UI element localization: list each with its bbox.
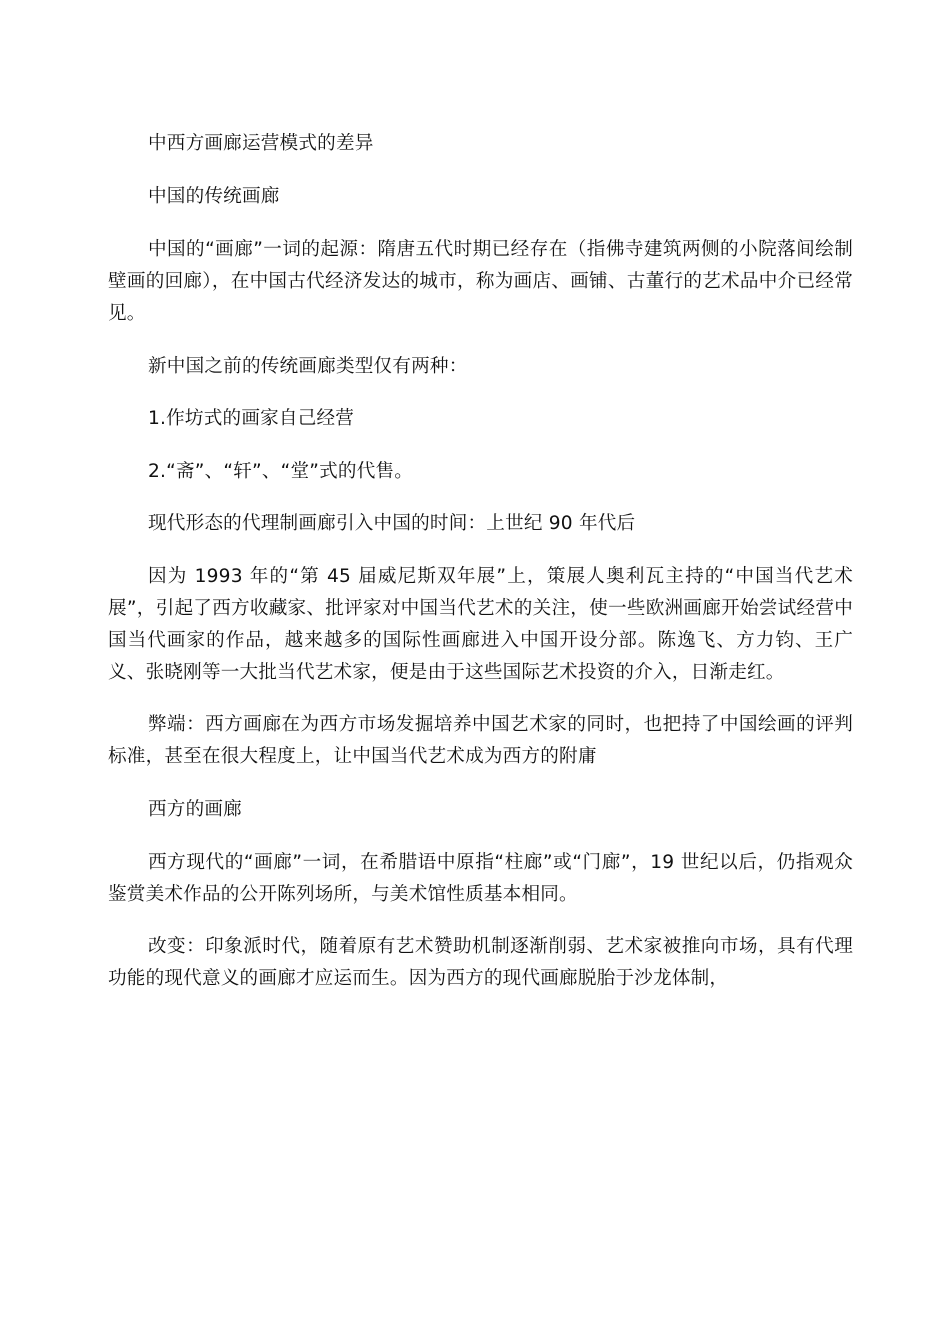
document-title: 中西方画廊运营模式的差异 <box>148 133 374 154</box>
paragraph-venice: 因为 1993 年的“第 45 届威尼斯双年展”上，策展人奥利瓦主持的“中国当代艺术展”，引起了西方收藏家、批评家对中国当代艺术的关注，使一些欧洲画廊开始尝试经营中国当代画家的作品，越来越多的国际性画廊进入中国开设分部。陈逸飞、方力钧、王广义、张晓刚等一大批当代艺术家，便是由于这些国际艺术投资的介入，日渐走红。 <box>108 565 853 683</box>
paragraph-change: 改变：印象派时代，随着原有艺术赞助机制逐渐削弱、艺术家被推向市场，具有代理功能的现代意义的画廊才应运而生。因为西方的现代画廊脱胎于沙龙体制， <box>108 936 853 989</box>
paragraph-origin: 中国的“画廊”一词的起源：隋唐五代时期已经存在（指佛寺建筑两侧的小院落间绘制壁画的回廊），在中国古代经济发达的城市，称为画店、画铺、古董行的艺术品中介已经常见。 <box>108 239 853 324</box>
paragraph-west-origin: 西方现代的“画廊”一词，在希腊语中原指“柱廊”或“门廊”，19 世纪以后，仍指观众鉴赏美术作品的公开陈列场所，与美术馆性质基本相同。 <box>108 851 853 905</box>
document-page <box>108 128 853 1016</box>
section-heading-west: 西方的画廊 <box>148 798 242 820</box>
paragraph-drawback: 弊端：西方画廊在为西方市场发掘培养中国艺术家的同时，也把持了中国绘画的评判标准，甚至在很大程度上，让中国当代艺术成为西方的附庸 <box>108 714 853 767</box>
paragraph-modern-intro: 现代形态的代理制画廊引入中国的时间：上世纪 90 年代后 <box>148 513 636 534</box>
list-item-1: 1.作坊式的画家自己经营 <box>148 408 355 429</box>
list-item-2: 2.“斋”、“轩”、“堂”式的代售。 <box>148 460 414 482</box>
paragraph-types-intro: 新中国之前的传统画廊类型仅有两种： <box>148 355 468 377</box>
section-heading-china: 中国的传统画廊 <box>148 186 280 207</box>
